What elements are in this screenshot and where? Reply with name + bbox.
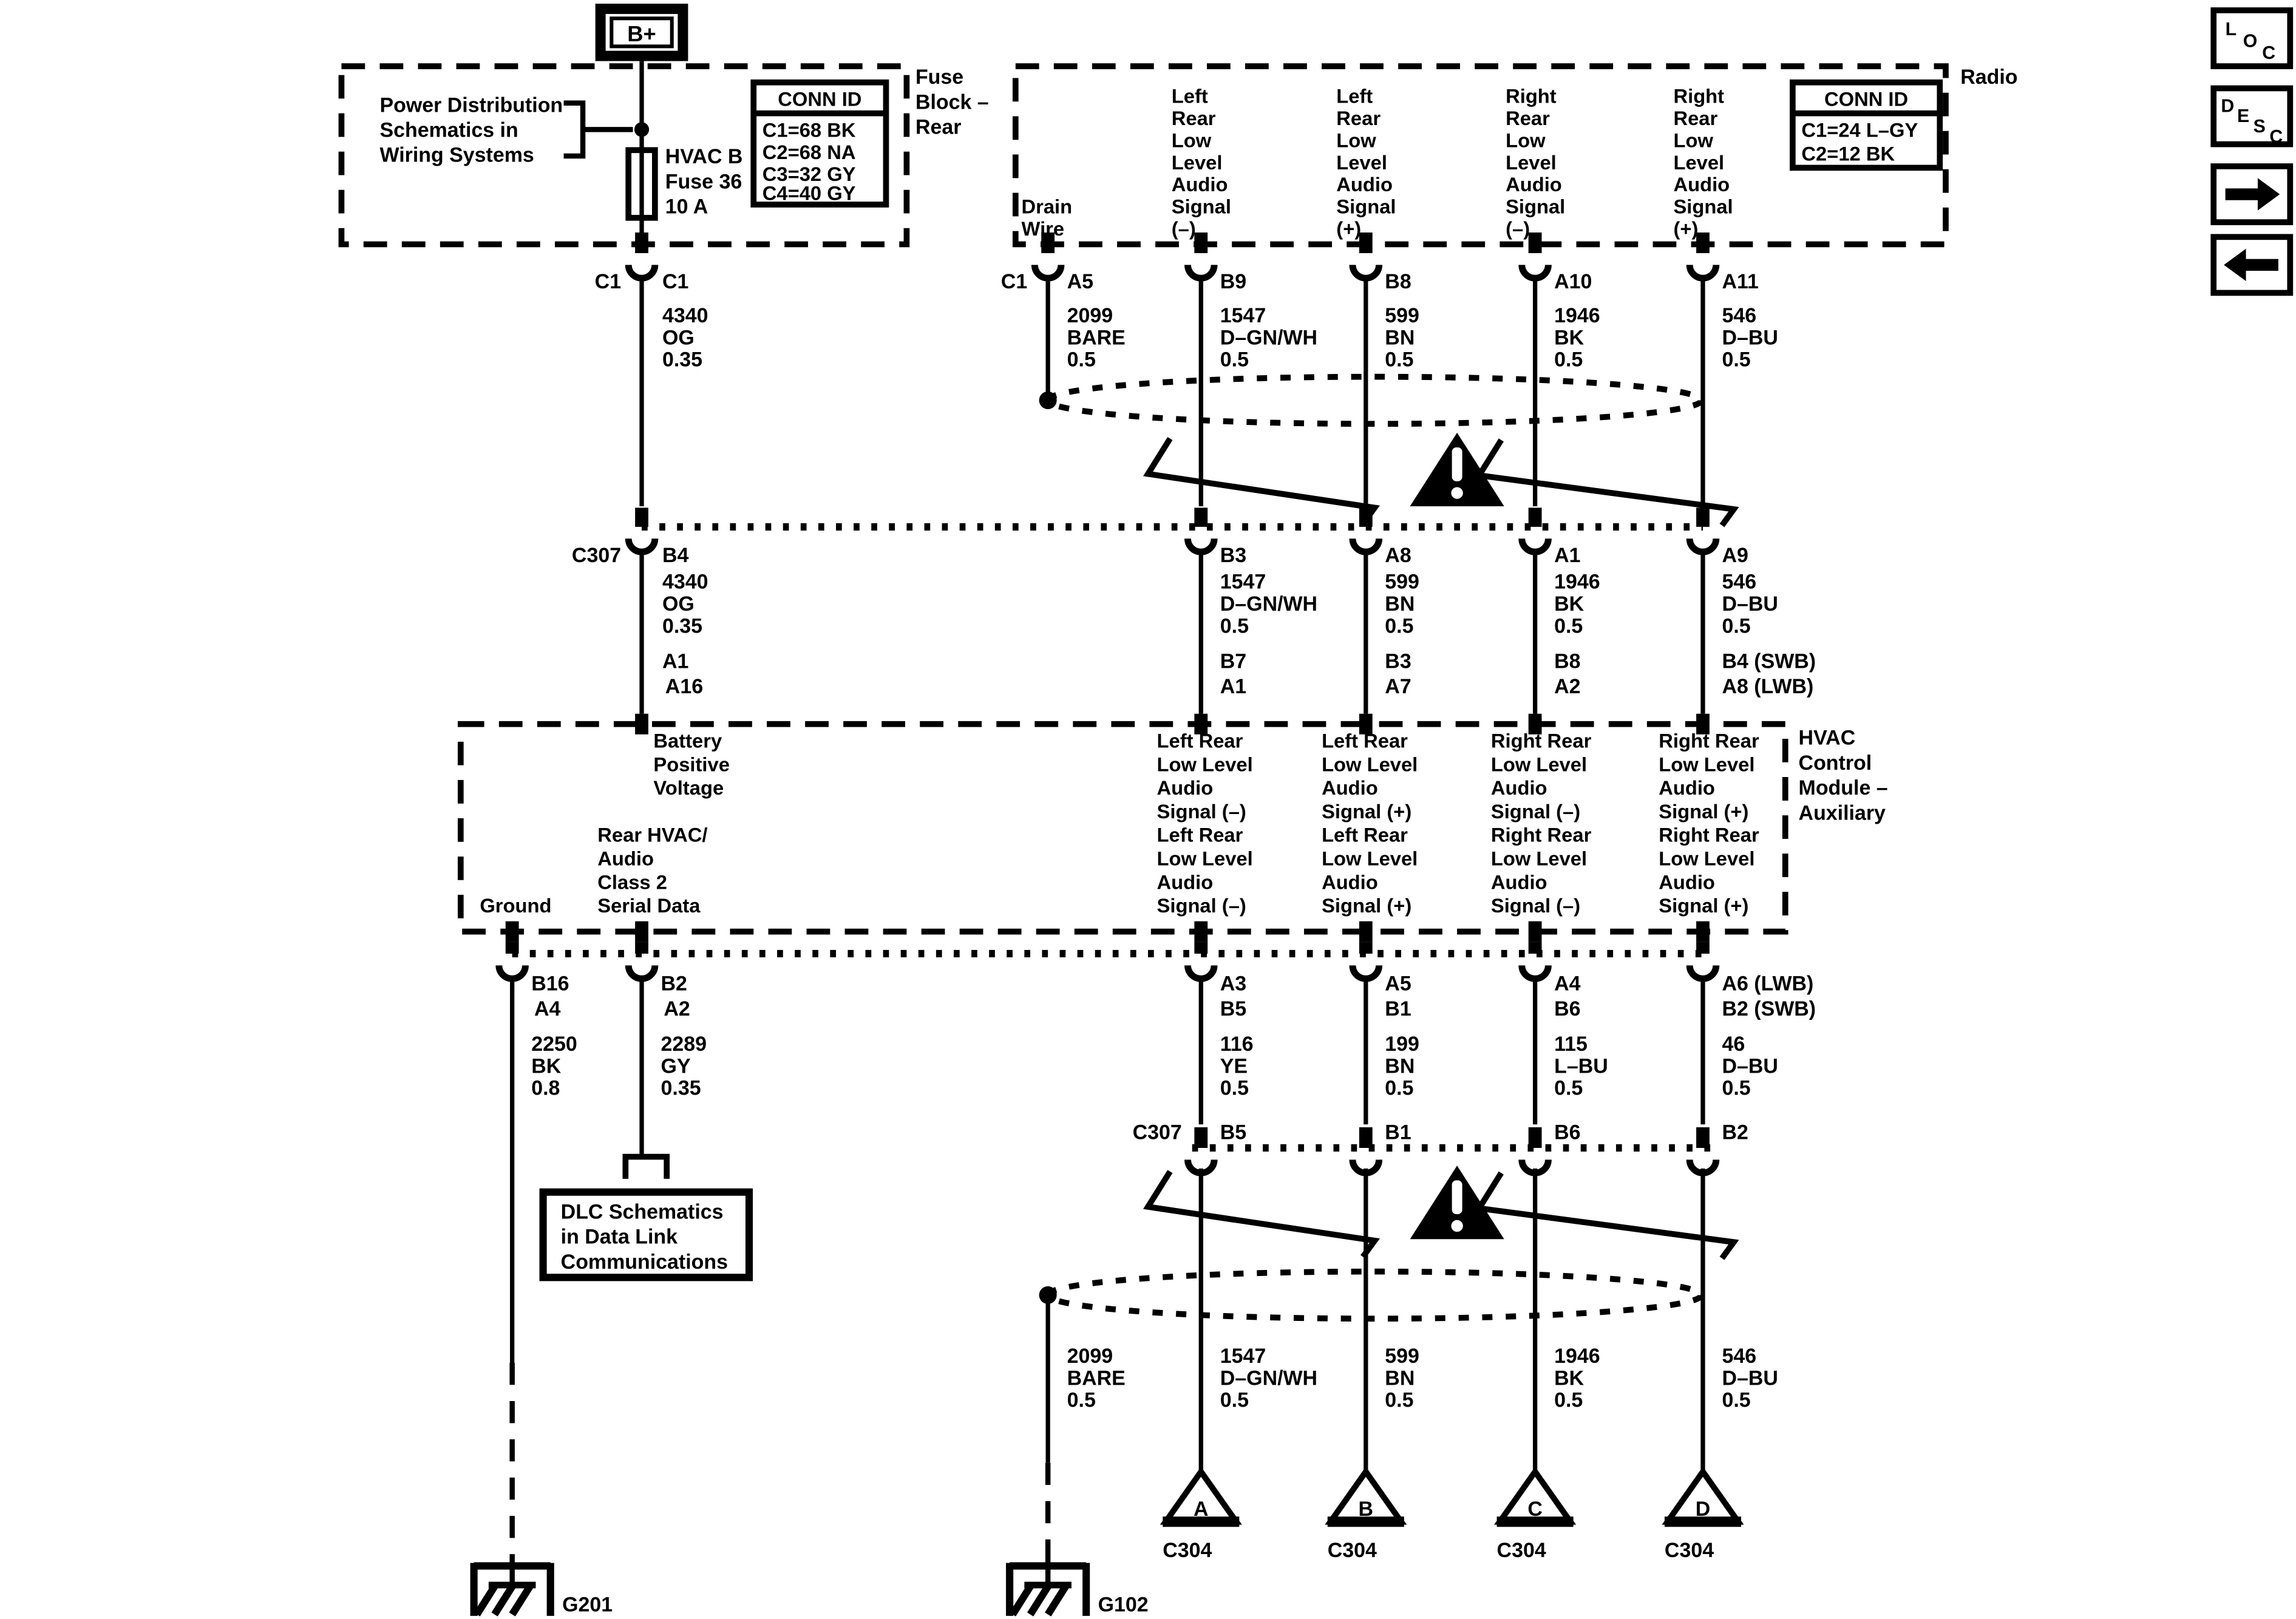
- svg-text:(–): (–): [1506, 217, 1530, 240]
- pin-label: A1: [1554, 544, 1581, 568]
- svg-text:D–BU: D–BU: [1722, 1054, 1778, 1078]
- svg-text:Left Rear: Left Rear: [1322, 729, 1408, 752]
- svg-text:Signal (+): Signal (+): [1659, 799, 1749, 823]
- svg-text:B2 (SWB): B2 (SWB): [1722, 997, 1816, 1020]
- connector-label: C304: [1327, 1538, 1377, 1562]
- svg-text:1946: 1946: [1554, 570, 1600, 594]
- svg-text:0.5: 0.5: [1722, 348, 1751, 372]
- wires-audio-section3: [1201, 977, 1703, 1124]
- ground-symbol-g102: [1010, 1557, 1148, 1617]
- connector-label: C1: [1000, 270, 1028, 294]
- svg-text:0.5: 0.5: [1220, 614, 1249, 638]
- svg-text:Low: Low: [1673, 129, 1713, 152]
- svg-text:Rear HVAC/: Rear HVAC/: [597, 823, 708, 846]
- svg-text:C1=68 BK: C1=68 BK: [762, 118, 856, 141]
- svg-text:Rear: Rear: [1171, 107, 1216, 130]
- svg-text:BN: BN: [1385, 1054, 1415, 1078]
- svg-text:546: 546: [1722, 1344, 1757, 1368]
- svg-text:C3=32 GY: C3=32 GY: [762, 163, 856, 186]
- desc-letter: C: [2269, 127, 2283, 148]
- svg-text:A2: A2: [664, 997, 690, 1020]
- svg-text:0.5: 0.5: [1554, 348, 1583, 372]
- svg-text:Audio: Audio: [1336, 173, 1393, 196]
- svg-text:4340: 4340: [662, 304, 708, 327]
- svg-text:(+): (+): [1336, 217, 1362, 240]
- svg-text:BK: BK: [531, 1054, 562, 1078]
- svg-text:Signal: Signal: [1673, 195, 1733, 218]
- svg-text:Audio: Audio: [1156, 776, 1214, 799]
- svg-text:L–BU: L–BU: [1554, 1054, 1608, 1078]
- svg-text:D–BU: D–BU: [1722, 326, 1778, 350]
- svg-text:Low Level: Low Level: [1659, 847, 1755, 870]
- svg-text:HVAC: HVAC: [1798, 726, 1856, 750]
- svg-text:1946: 1946: [1554, 1344, 1600, 1368]
- wire-drain-bottom: [1039, 1286, 1057, 1557]
- hvac-top-signal-labels: [1157, 730, 1759, 823]
- warning-icon: [1410, 1166, 1504, 1239]
- svg-text:D–GN/WH: D–GN/WH: [1220, 1366, 1318, 1390]
- hvac-ground-label: Ground: [480, 894, 552, 917]
- svg-text:0.35: 0.35: [662, 348, 703, 372]
- desc-letter: D: [2221, 96, 2235, 117]
- svg-text:Positive: Positive: [653, 753, 730, 776]
- svg-text:Low Level: Low Level: [1490, 847, 1588, 870]
- svg-text:2289: 2289: [661, 1032, 707, 1056]
- svg-text:Low: Low: [1506, 129, 1546, 152]
- svg-text:Class 2: Class 2: [597, 871, 667, 894]
- connector-label: C304: [1163, 1538, 1212, 1562]
- svg-text:A16: A16: [665, 674, 704, 698]
- svg-text:0.5: 0.5: [1385, 348, 1414, 372]
- bplus-terminal: [600, 9, 683, 56]
- svg-text:Audio: Audio: [1490, 776, 1547, 799]
- svg-text:Rear: Rear: [915, 115, 962, 139]
- radio-signal-labels: [1172, 85, 1733, 240]
- hvac-serial-label: [597, 824, 707, 917]
- pin-label: B1: [1385, 1121, 1411, 1144]
- conn-id-title: CONN ID: [1824, 87, 1909, 110]
- svg-text:599: 599: [1385, 304, 1419, 327]
- twisted-pair-symbol: [1479, 1173, 1733, 1258]
- pin-label: B9: [1220, 270, 1247, 294]
- connector-pins-fuse-bottom: [628, 232, 655, 278]
- svg-text:Left Rear: Left Rear: [1156, 823, 1243, 846]
- svg-text:Right: Right: [1673, 84, 1725, 107]
- ground-symbol-g201: [474, 1557, 613, 1617]
- pin-label: B8: [1385, 270, 1411, 294]
- svg-text:Right: Right: [1506, 84, 1557, 107]
- conn-id-title: CONN ID: [778, 87, 862, 110]
- svg-text:1946: 1946: [1554, 304, 1600, 327]
- inline-connector-c307-bottom: [1187, 1127, 1716, 1173]
- twisted-pair-symbol: [1148, 438, 1374, 524]
- svg-text:Module –: Module –: [1798, 776, 1888, 800]
- svg-text:Audio: Audio: [1659, 871, 1715, 894]
- svg-text:A8 (LWB): A8 (LWB): [1722, 674, 1814, 698]
- svg-text:Signal (–): Signal (–): [1490, 894, 1581, 917]
- fuse-conn-id-table: [753, 83, 886, 205]
- svg-text:C4=40 GY: C4=40 GY: [762, 182, 856, 205]
- svg-text:Control: Control: [1798, 751, 1872, 775]
- svg-text:BK: BK: [1554, 592, 1584, 616]
- svg-text:(–): (–): [1171, 217, 1196, 240]
- svg-text:Serial Data: Serial Data: [597, 894, 701, 917]
- shield-ellipse-bottom: [1048, 1272, 1701, 1319]
- svg-text:A1: A1: [1220, 674, 1247, 698]
- hvac-module-title: [1799, 727, 1888, 825]
- svg-text:Right Rear: Right Rear: [1659, 729, 1759, 752]
- loc-button[interactable]: [2213, 10, 2290, 66]
- svg-text:Auxiliary: Auxiliary: [1798, 801, 1886, 825]
- junction-dot: [634, 122, 649, 137]
- svg-text:Low Level: Low Level: [1322, 753, 1418, 776]
- svg-text:Audio: Audio: [1490, 871, 1547, 894]
- pin-label: A9: [1722, 544, 1748, 568]
- svg-text:1547: 1547: [1220, 1344, 1266, 1368]
- svg-text:0.5: 0.5: [1220, 1388, 1249, 1412]
- svg-text:Right Rear: Right Rear: [1490, 729, 1592, 752]
- svg-text:0.8: 0.8: [531, 1076, 560, 1100]
- hvac-battery-label: [653, 730, 729, 799]
- inline-connector-c307-top: [628, 507, 1716, 552]
- svg-text:Level: Level: [1673, 151, 1725, 174]
- svg-text:A1: A1: [662, 650, 689, 673]
- loc-letter: O: [2243, 31, 2258, 52]
- desc-letter: E: [2237, 106, 2250, 127]
- svg-text:Audio: Audio: [1506, 173, 1562, 196]
- svg-text:599: 599: [1385, 1344, 1419, 1368]
- svg-text:GY: GY: [661, 1054, 691, 1078]
- svg-text:Left: Left: [1171, 84, 1208, 107]
- svg-text:0.5: 0.5: [1067, 1388, 1096, 1412]
- svg-text:0.35: 0.35: [661, 1076, 701, 1100]
- svg-text:Right Rear: Right Rear: [1659, 823, 1759, 846]
- svg-text:0.5: 0.5: [1722, 1076, 1751, 1100]
- svg-text:Signal (+): Signal (+): [1659, 894, 1749, 917]
- pin-label: A8: [1385, 544, 1411, 568]
- svg-text:0.5: 0.5: [1722, 614, 1751, 638]
- pin-label: B3: [1220, 544, 1247, 568]
- svg-text:Level: Level: [1336, 151, 1387, 174]
- connector-label: C307: [571, 544, 622, 568]
- svg-text:A4: A4: [1554, 972, 1581, 996]
- wires-audio-section2: [1201, 551, 1703, 714]
- svg-text:OG: OG: [662, 326, 695, 350]
- pin-label: A10: [1554, 270, 1592, 294]
- svg-text:Battery: Battery: [653, 729, 722, 752]
- connector-label: C1: [594, 270, 622, 294]
- svg-text:D–GN/WH: D–GN/WH: [1220, 326, 1318, 350]
- triangle-connector-b: [1328, 1471, 1404, 1562]
- svg-text:546: 546: [1722, 304, 1757, 327]
- pin-label: B5: [1220, 1121, 1247, 1144]
- svg-text:Audio: Audio: [597, 847, 654, 870]
- wire-spec: [1067, 1345, 1778, 1412]
- svg-text:B3: B3: [1385, 650, 1411, 673]
- svg-text:115: 115: [1554, 1032, 1588, 1056]
- svg-text:YE: YE: [1220, 1054, 1248, 1078]
- svg-text:B2: B2: [661, 972, 687, 996]
- wire-spec: [531, 1033, 1778, 1100]
- shield-ellipse-top: [1048, 377, 1701, 424]
- svg-text:0.5: 0.5: [1385, 614, 1414, 638]
- loc-letter: L: [2225, 19, 2237, 40]
- svg-text:0.5: 0.5: [1554, 1388, 1583, 1412]
- svg-text:Audio: Audio: [1171, 173, 1228, 196]
- svg-text:546: 546: [1722, 570, 1757, 594]
- svg-text:B7: B7: [1220, 650, 1247, 673]
- svg-text:BN: BN: [1385, 1366, 1415, 1390]
- svg-text:0.5: 0.5: [1220, 348, 1249, 372]
- warning-icon: [1410, 433, 1504, 506]
- pin-label: C1: [662, 270, 689, 294]
- triangle-connector-d: [1665, 1471, 1741, 1562]
- twisted-pair-symbol: [1148, 1172, 1374, 1257]
- svg-text:in Data Link: in Data Link: [560, 1225, 678, 1249]
- svg-text:Schematics in: Schematics in: [379, 118, 518, 142]
- svg-text:DLC Schematics: DLC Schematics: [560, 1200, 724, 1224]
- svg-text:C2=12 BK: C2=12 BK: [1801, 142, 1895, 165]
- svg-text:Signal (+): Signal (+): [1322, 799, 1412, 823]
- wire-spec: [662, 571, 1778, 638]
- svg-text:Audio: Audio: [1673, 173, 1730, 196]
- svg-text:Communications: Communications: [560, 1250, 728, 1274]
- fuse-symbol: [628, 145, 742, 218]
- svg-text:Audio: Audio: [1659, 776, 1715, 799]
- loc-letter: C: [2262, 42, 2276, 63]
- twisted-pair-symbol: [1479, 440, 1733, 526]
- wire-spec: [662, 304, 1778, 372]
- svg-text:Audio: Audio: [1322, 871, 1378, 894]
- svg-text:(+): (+): [1673, 217, 1699, 240]
- pin-label: A5: [1067, 270, 1094, 294]
- power-distribution-note: [379, 93, 563, 166]
- svg-text:A2: A2: [1554, 674, 1581, 698]
- svg-text:D–BU: D–BU: [1722, 1366, 1778, 1390]
- radio-conn-id-table: [1793, 83, 1940, 168]
- svg-text:116: 116: [1220, 1032, 1254, 1056]
- svg-text:Signal (–): Signal (–): [1156, 799, 1246, 823]
- dlc-note-box: [543, 1157, 749, 1278]
- svg-text:C2=68 NA: C2=68 NA: [762, 140, 856, 163]
- module-pin-ids: [531, 972, 1816, 1020]
- svg-text:2099: 2099: [1067, 304, 1113, 327]
- svg-text:B8: B8: [1554, 650, 1581, 673]
- svg-text:Signal: Signal: [1336, 195, 1396, 218]
- pin-label: B4: [662, 544, 689, 568]
- svg-text:A3: A3: [1220, 972, 1247, 996]
- svg-text:C1=24 L–GY: C1=24 L–GY: [1801, 118, 1918, 141]
- svg-text:B5: B5: [1220, 997, 1247, 1020]
- svg-text:BK: BK: [1554, 1366, 1584, 1390]
- connector-label: C304: [1664, 1538, 1714, 1562]
- svg-text:Drain: Drain: [1021, 195, 1073, 218]
- svg-text:OG: OG: [662, 592, 695, 616]
- svg-text:A: A: [1194, 1498, 1209, 1521]
- ground-label: G201: [562, 1593, 613, 1617]
- svg-text:Level: Level: [1506, 151, 1557, 174]
- svg-text:BN: BN: [1385, 592, 1415, 616]
- svg-text:BK: BK: [1554, 326, 1584, 350]
- svg-text:0.5: 0.5: [1067, 348, 1096, 372]
- svg-text:0.5: 0.5: [1385, 1076, 1414, 1100]
- svg-text:Voltage: Voltage: [653, 776, 724, 799]
- svg-text:Power Distribution: Power Distribution: [379, 93, 563, 117]
- svg-text:B1: B1: [1385, 997, 1411, 1020]
- hvac-bottom-signal-labels: [1157, 824, 1759, 917]
- svg-text:Signal: Signal: [1506, 195, 1566, 218]
- svg-text:Low Level: Low Level: [1659, 753, 1755, 776]
- svg-text:Audio: Audio: [1156, 871, 1214, 894]
- svg-text:Left: Left: [1336, 84, 1373, 107]
- svg-text:D–BU: D–BU: [1722, 592, 1778, 616]
- module-pin-ids: [662, 650, 1816, 698]
- radio-title: Radio: [1960, 66, 2018, 89]
- svg-text:Fuse 36: Fuse 36: [665, 170, 742, 194]
- svg-text:B16: B16: [531, 972, 569, 996]
- svg-text:Left Rear: Left Rear: [1156, 729, 1243, 752]
- svg-text:D: D: [1695, 1498, 1711, 1521]
- svg-text:A4: A4: [534, 997, 561, 1020]
- fuse-label: HVAC B: [665, 145, 743, 169]
- svg-text:BARE: BARE: [1067, 1366, 1126, 1390]
- svg-text:B6: B6: [1554, 997, 1581, 1020]
- svg-text:D–GN/WH: D–GN/WH: [1220, 592, 1318, 616]
- svg-text:Low Level: Low Level: [1156, 847, 1253, 870]
- svg-text:1547: 1547: [1220, 304, 1266, 327]
- svg-text:Low Level: Low Level: [1490, 753, 1588, 776]
- svg-text:Rear: Rear: [1673, 107, 1718, 130]
- svg-text:BN: BN: [1385, 326, 1415, 350]
- ground-label: G102: [1098, 1593, 1149, 1617]
- svg-text:A6 (LWB): A6 (LWB): [1722, 972, 1814, 996]
- fuse-block-title: [915, 66, 989, 138]
- svg-text:Signal (–): Signal (–): [1490, 799, 1581, 823]
- svg-text:599: 599: [1385, 570, 1419, 594]
- svg-text:0.5: 0.5: [1722, 1388, 1751, 1412]
- connector-label: C307: [1132, 1121, 1182, 1144]
- svg-text:0.35: 0.35: [662, 614, 703, 638]
- svg-text:Low: Low: [1171, 129, 1212, 152]
- svg-text:Low: Low: [1336, 129, 1376, 152]
- svg-text:Block –: Block –: [915, 90, 989, 114]
- svg-text:2099: 2099: [1067, 1344, 1113, 1368]
- svg-text:A7: A7: [1385, 674, 1411, 698]
- svg-text:A5: A5: [1385, 972, 1411, 996]
- triangle-connector-c: [1497, 1471, 1574, 1562]
- triangle-connector-a: [1163, 1471, 1239, 1562]
- svg-text:Signal: Signal: [1171, 195, 1231, 218]
- svg-text:1547: 1547: [1220, 570, 1266, 594]
- svg-text:4340: 4340: [662, 570, 708, 594]
- bplus-label: B+: [627, 21, 656, 46]
- svg-text:Low Level: Low Level: [1156, 753, 1253, 776]
- svg-text:0.5: 0.5: [1220, 1076, 1249, 1100]
- pin-label: B2: [1722, 1121, 1748, 1144]
- svg-text:199: 199: [1385, 1032, 1419, 1056]
- svg-text:46: 46: [1722, 1032, 1745, 1056]
- svg-text:Left Rear: Left Rear: [1322, 823, 1408, 846]
- svg-text:0.5: 0.5: [1554, 1076, 1583, 1100]
- svg-text:Level: Level: [1171, 151, 1223, 174]
- svg-text:Rear: Rear: [1336, 107, 1381, 130]
- svg-text:Signal (+): Signal (+): [1322, 894, 1412, 917]
- svg-text:B: B: [1358, 1498, 1374, 1521]
- svg-text:Right Rear: Right Rear: [1490, 823, 1592, 846]
- desc-letter: S: [2253, 117, 2266, 137]
- desc-button[interactable]: [2213, 88, 2290, 147]
- svg-text:Fuse: Fuse: [915, 66, 964, 89]
- forward-button[interactable]: [2213, 166, 2290, 222]
- back-button[interactable]: [2213, 237, 2290, 293]
- svg-text:2250: 2250: [531, 1032, 577, 1056]
- svg-text:Signal (–): Signal (–): [1156, 894, 1246, 917]
- svg-text:Wiring Systems: Wiring Systems: [379, 143, 534, 167]
- svg-text:10 A: 10 A: [665, 195, 708, 219]
- svg-text:B4 (SWB): B4 (SWB): [1722, 650, 1816, 673]
- pin-label: A11: [1722, 270, 1759, 294]
- connector-label: C304: [1496, 1538, 1546, 1562]
- svg-text:Rear: Rear: [1506, 107, 1550, 130]
- wire-drain-top: [1039, 277, 1057, 409]
- svg-text:Audio: Audio: [1322, 776, 1378, 799]
- connector-pins-radio-bottom: [1034, 232, 1716, 278]
- svg-text:C: C: [1527, 1498, 1543, 1521]
- svg-text:BARE: BARE: [1067, 326, 1126, 350]
- svg-text:0.5: 0.5: [1554, 614, 1583, 638]
- svg-text:0.5: 0.5: [1385, 1388, 1414, 1412]
- svg-text:Low Level: Low Level: [1322, 847, 1418, 870]
- pin-label: B6: [1554, 1121, 1581, 1144]
- svg-text:Wire: Wire: [1021, 217, 1065, 240]
